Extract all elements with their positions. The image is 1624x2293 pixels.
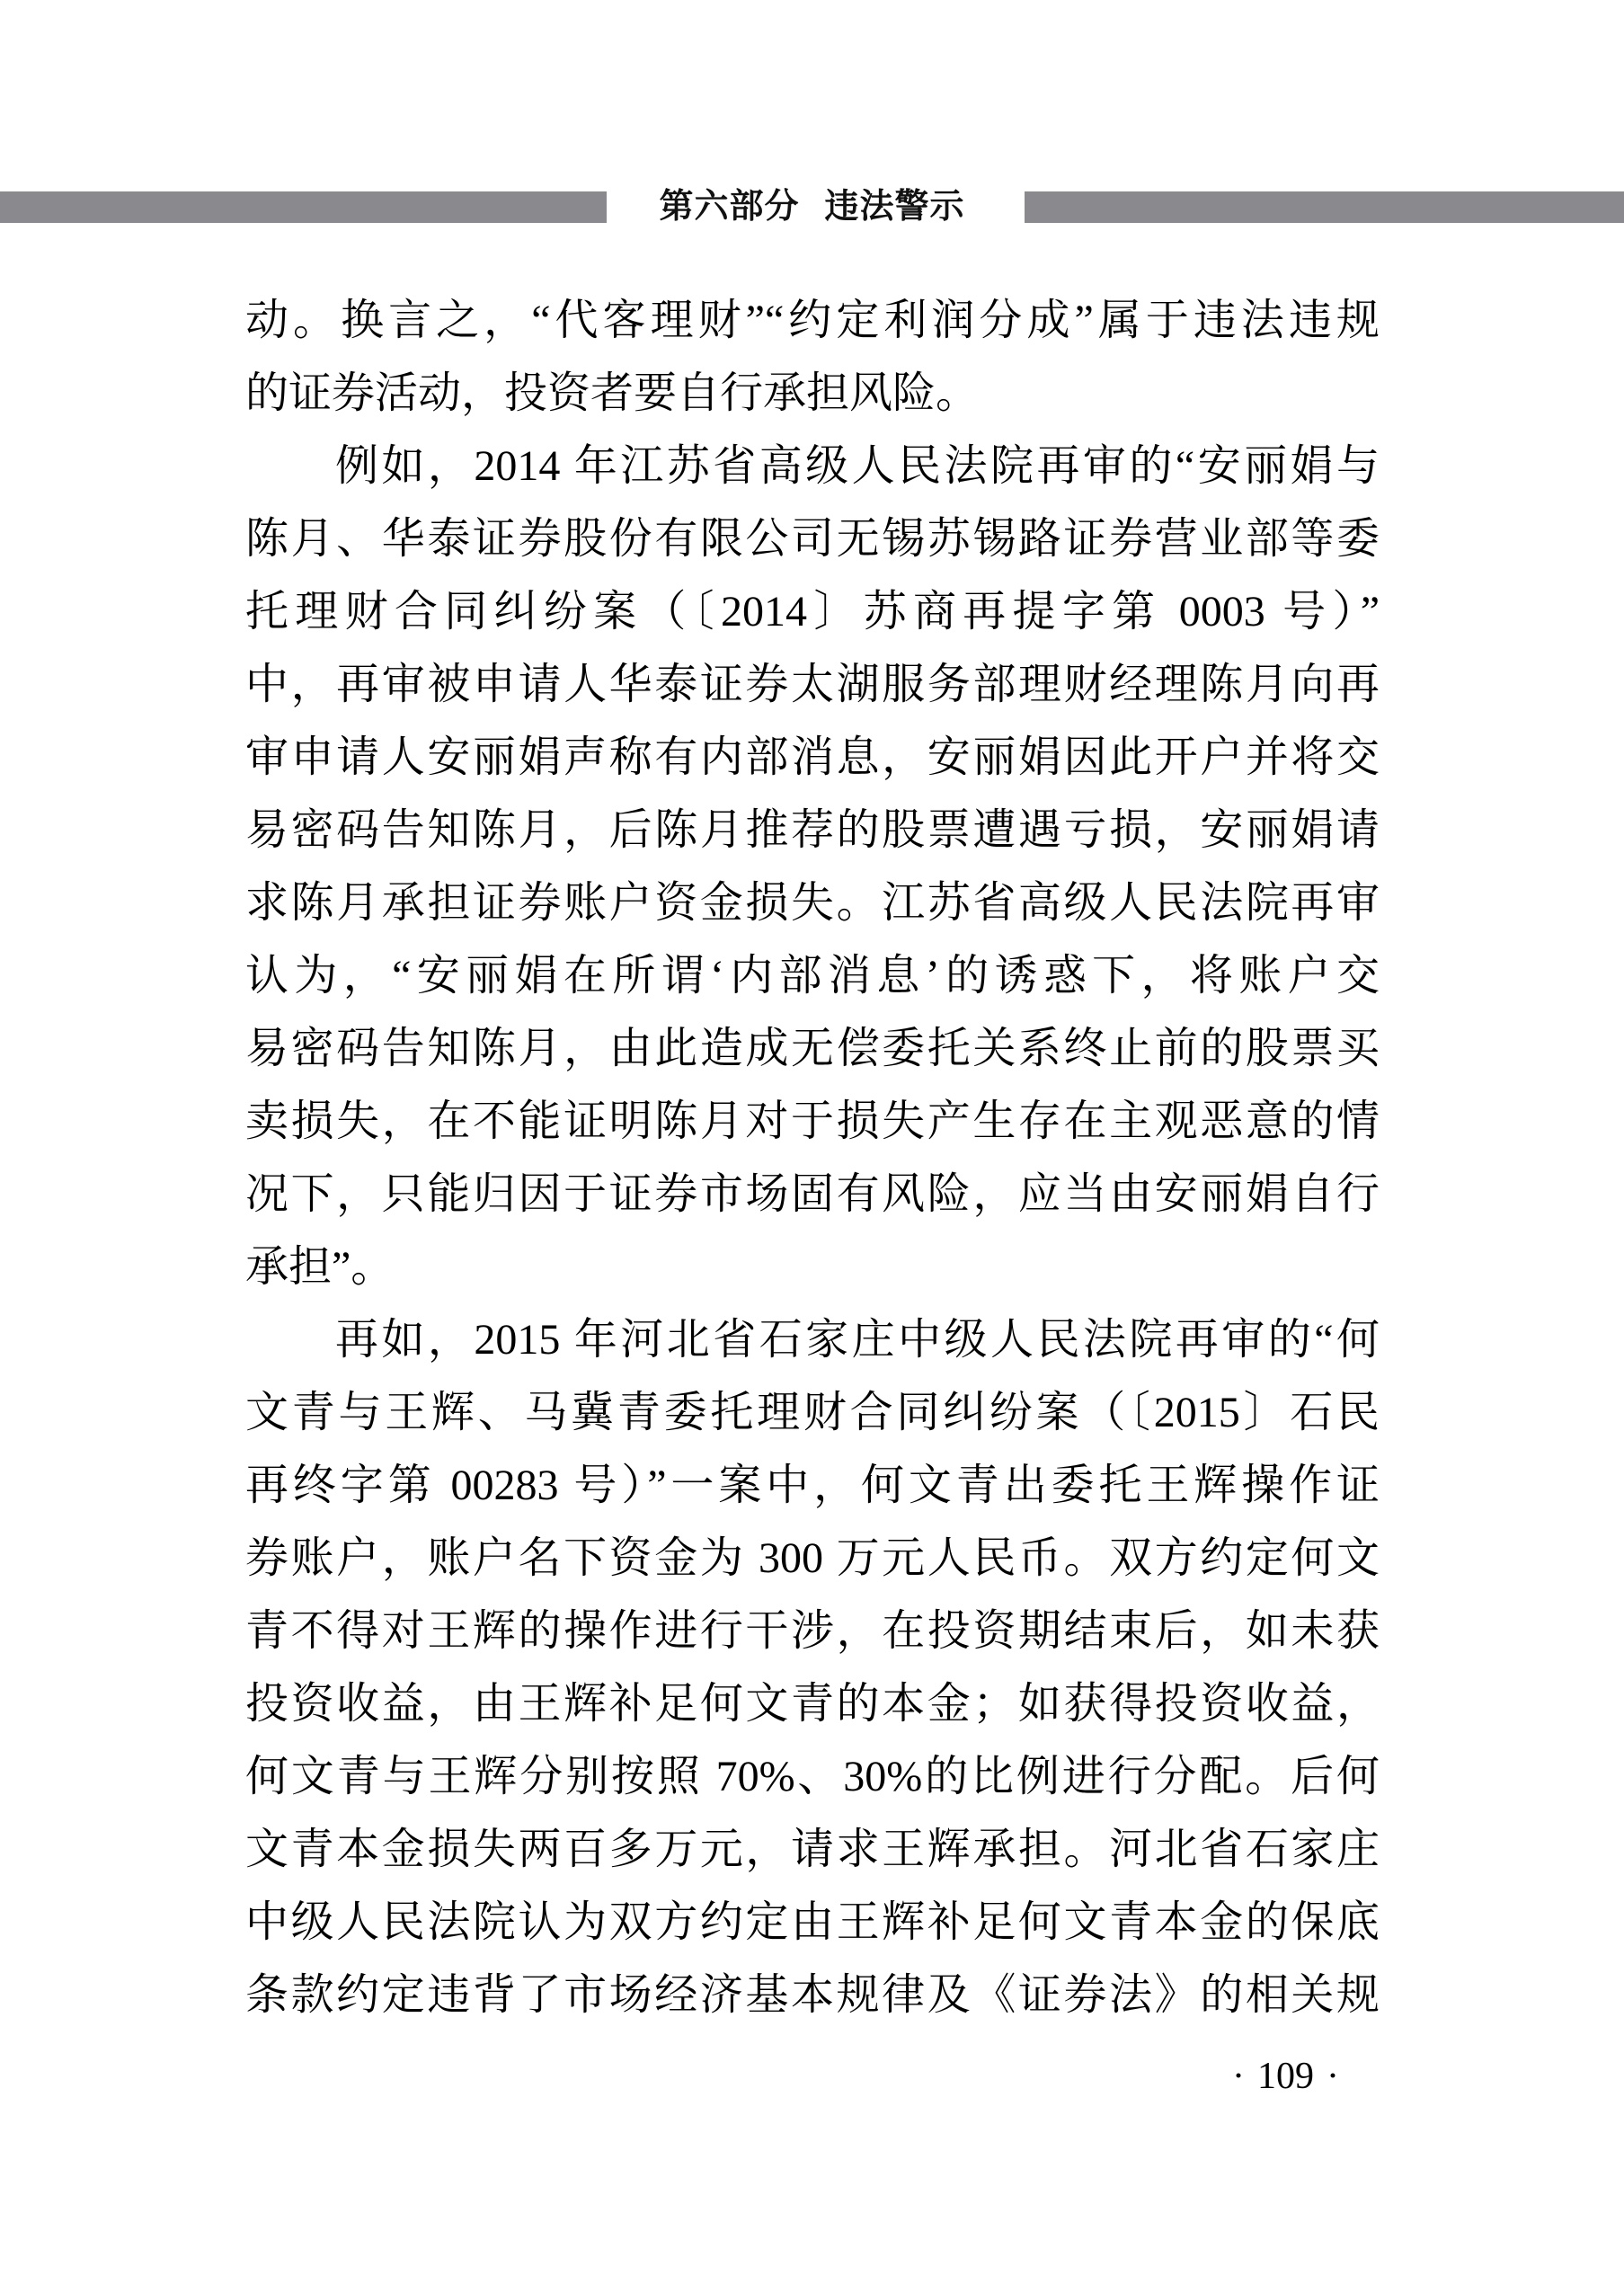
text-line: 文青与王辉、马冀青委托理财合同纠纷案（〔2015〕石民: [245, 1389, 1380, 1436]
text-line: 再终字第 00283 号）”一案中，何文青出委托王辉操作证: [245, 1462, 1380, 1509]
text-line: 况下，只能归因于证券市场固有风险，应当由安丽娟自行: [245, 1170, 1380, 1218]
text-line: 认为，“安丽娟在所谓‘内部消息’的诱惑下，将账户交: [245, 952, 1380, 1000]
text-line: 青不得对王辉的操作进行干涉，在投资期结束后，如未获: [245, 1607, 1380, 1655]
text-line: 托理财合同纠纷案（〔2014〕苏商再提字第 0003 号）”: [245, 588, 1380, 635]
page-number: [1232, 2053, 1339, 2100]
header-part-label: 第六部分: [659, 188, 800, 226]
text-line: 陈月、华泰证券股份有限公司无锡苏锡路证券营业部等委: [245, 515, 1380, 563]
text-line: 审申请人安丽娟声称有内部消息，安丽娟因此开户并将交: [245, 733, 1380, 781]
text-line: 承担”。: [245, 1243, 395, 1291]
body-text: [245, 284, 1380, 2031]
text-line: 的证券活动，投资者要自行承担风险。: [245, 369, 980, 417]
text-line: 中，再审被申请人华泰证券太湖服务部理财经理陈月向再: [245, 661, 1380, 708]
text-line: 中级人民法院认为双方约定由王辉补足何文青本金的保底: [245, 1898, 1380, 1946]
page-number-left-dot: ·: [1232, 2056, 1245, 2097]
text-line: 投资收益，由王辉补足何文青的本金；如获得投资收益，: [245, 1680, 1380, 1728]
page-header: [0, 185, 1624, 228]
text-line: 动。换言之，“代客理财”“约定利润分成”属于违法违规: [245, 297, 1380, 344]
text-line: 卖损失，在不能证明陈月对于损失产生存在主观恶意的情: [245, 1098, 1380, 1145]
text-line: 易密码告知陈月，由此造成无偿委托关系终止前的股票买: [245, 1025, 1380, 1072]
text-line: 券账户，账户名下资金为 300 万元人民币。双方约定何文: [245, 1534, 1380, 1582]
text-line: 文青本金损失两百多万元，请求王辉承担。河北省石家庄: [245, 1826, 1380, 1873]
page-number-right-dot: ·: [1327, 2056, 1339, 2097]
header-section-title: 违法警示: [824, 188, 965, 226]
text-line: 条款约定违背了市场经济基本规律及《证券法》的相关规: [245, 1971, 1380, 2019]
text-line: 易密码告知陈月，后陈月推荐的股票遭遇亏损，安丽娟请: [245, 806, 1380, 854]
page-number-value: 109: [1257, 2056, 1314, 2097]
text-line: 再如，2015 年河北省石家庄中级人民法院再审的“何: [335, 1316, 1380, 1364]
text-line: 例如，2014 年江苏省高级人民法院再审的“安丽娟与: [335, 442, 1380, 490]
text-line: 求陈月承担证券账户资金损失。江苏省高级人民法院再审: [245, 879, 1380, 927]
text-line: 何文青与王辉分别按照 70%、30%的比例进行分配。后何: [245, 1753, 1380, 1800]
